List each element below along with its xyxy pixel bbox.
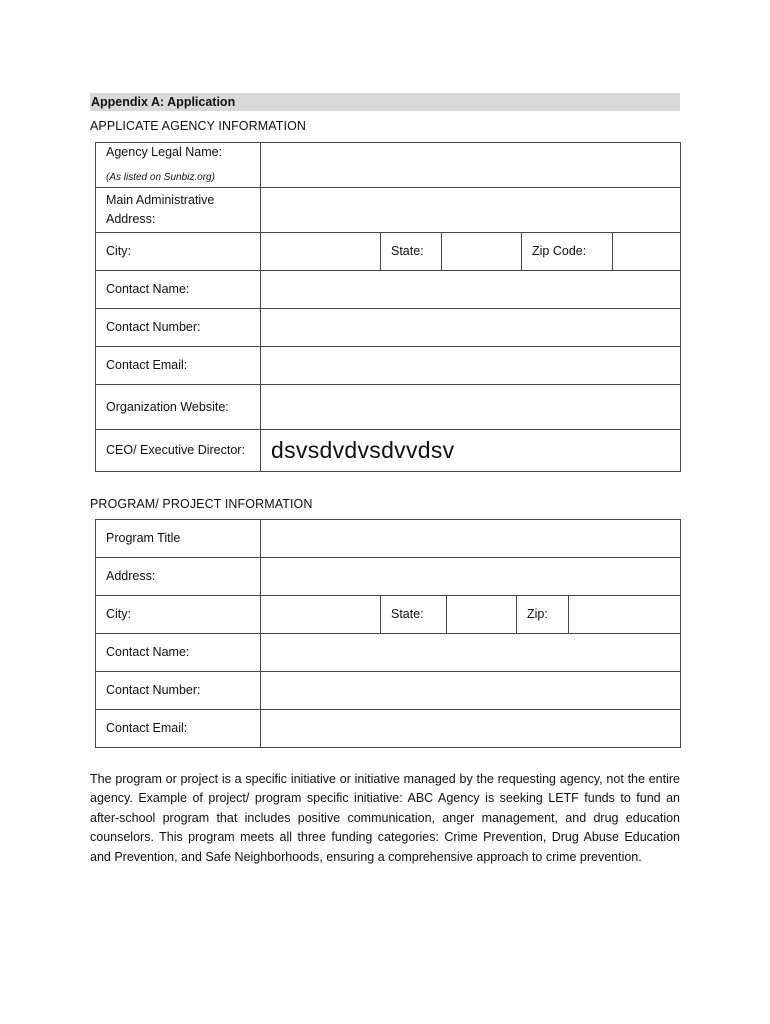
ceo-row (96, 430, 681, 472)
contact-email-label: Contact Email: (96, 347, 261, 385)
program-contact-name-row (96, 634, 681, 672)
address-field[interactable] (261, 188, 681, 233)
city-state-zip-row (96, 233, 681, 271)
program-address-label: Address: (96, 558, 261, 596)
program-contact-email-row (96, 710, 681, 748)
program-contact-number-label: Contact Number: (96, 672, 261, 710)
contact-email-field[interactable] (261, 347, 681, 385)
website-label: Organization Website: (96, 385, 261, 430)
agency-info-table (95, 142, 681, 472)
program-title-label: Program Title (96, 520, 261, 558)
program-address-field[interactable] (261, 558, 681, 596)
website-row (96, 385, 681, 430)
contact-name-label: Contact Name: (96, 271, 261, 309)
program-contact-email-label: Contact Email: (96, 710, 261, 748)
city-field[interactable] (261, 233, 381, 271)
program-contact-number-row (96, 672, 681, 710)
program-state-label: State: (381, 596, 447, 634)
state-label: State: (381, 233, 442, 271)
contact-number-row (96, 309, 681, 347)
program-title-field[interactable] (261, 520, 681, 558)
legal-name-note: (As listed on Sunbiz.org) (106, 172, 215, 183)
city-label: City: (96, 233, 261, 271)
program-city-label: City: (96, 596, 261, 634)
contact-name-row (96, 271, 681, 309)
program-title-row (96, 520, 681, 558)
zip-label: Zip Code: (522, 233, 613, 271)
program-contact-name-label: Contact Name: (96, 634, 261, 672)
legal-name-label-cell (96, 143, 261, 188)
contact-number-field[interactable] (261, 309, 681, 347)
program-state-field[interactable] (447, 596, 517, 634)
program-section-heading: PROGRAM/ PROJECT INFORMATION (90, 497, 313, 511)
program-info-table (95, 519, 681, 748)
address-label: Main Administrative Address: (96, 188, 261, 233)
appendix-title: Appendix A: Application (90, 93, 680, 111)
ceo-field[interactable]: dsvsdvdvsdvvdsv (261, 430, 681, 472)
ceo-label: CEO/ Executive Director: (96, 430, 261, 472)
legal-name-field[interactable] (261, 143, 681, 188)
program-zip-label: Zip: (517, 596, 569, 634)
contact-number-label: Contact Number: (96, 309, 261, 347)
program-city-state-zip-row (96, 596, 681, 634)
legal-name-label: Agency Legal Name: (106, 145, 223, 159)
state-field[interactable] (442, 233, 522, 271)
legal-name-row (96, 143, 681, 188)
agency-section-heading: APPLICATE AGENCY INFORMATION (90, 119, 307, 133)
program-city-field[interactable] (261, 596, 381, 634)
address-row (96, 188, 681, 233)
contact-name-field[interactable] (261, 271, 681, 309)
program-address-row (96, 558, 681, 596)
zip-field[interactable] (613, 233, 681, 271)
program-zip-field[interactable] (569, 596, 681, 634)
program-contact-number-field[interactable] (261, 672, 681, 710)
website-field[interactable] (261, 385, 681, 430)
program-description: The program or project is a specific initiative or initiative managed by the requesting agency, not the entire agency. Example of project/ program specific initiative: ABC Agency is seeking LETF funds to fund an after-school program that includes positive communication, anger management, and drug education counselors. This program meets all three funding categories: Crime Prevention, Drug Abuse Education and Prevention, and Safe Neighborhoods, ensuring a comprehensive approach to crime prevention. (90, 772, 680, 864)
program-contact-name-field[interactable] (261, 634, 681, 672)
program-contact-email-field[interactable] (261, 710, 681, 748)
contact-email-row (96, 347, 681, 385)
